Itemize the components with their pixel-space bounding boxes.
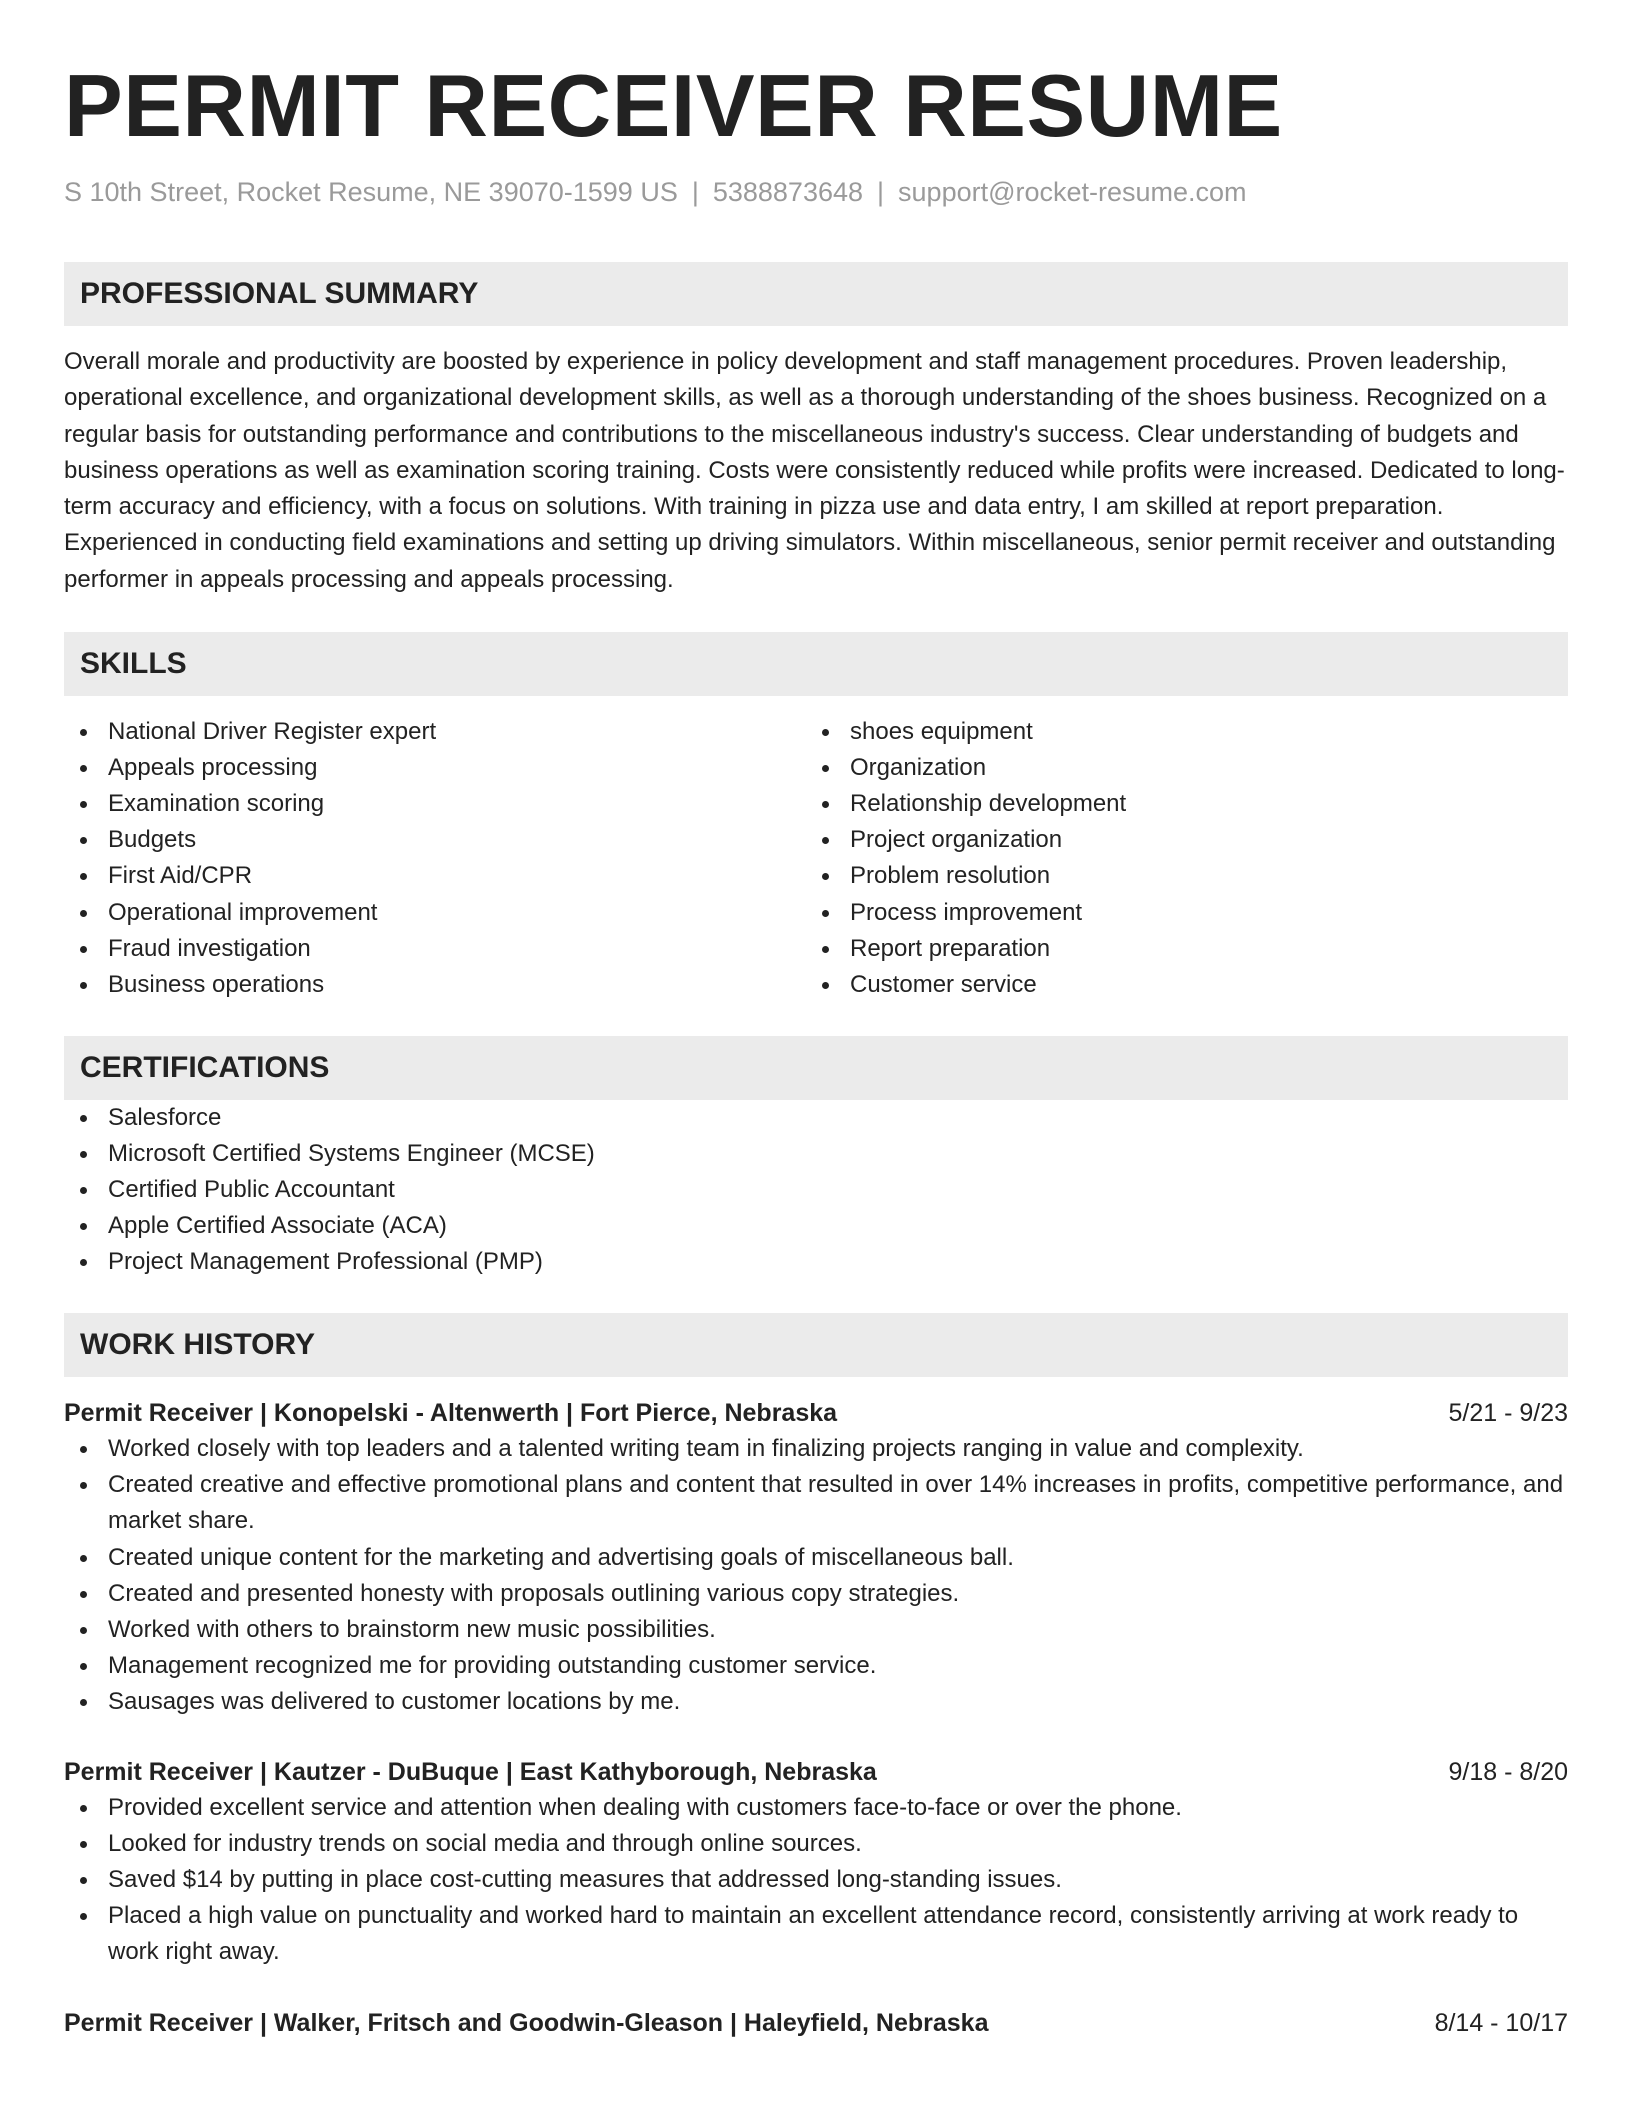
skills-list-right: [806, 714, 1548, 1003]
job-title: Permit Receiver | Kautzer - DuBuque | East Kathyborough, Nebraska: [64, 1758, 877, 1787]
skill-item: Organization: [806, 750, 1548, 786]
skill-item: shoes equipment: [806, 714, 1548, 750]
job-title: Permit Receiver | Konopelski - Altenwerth | Fort Pierce, Nebraska: [64, 1399, 838, 1428]
job-bullet: Created and presented honesty with proposals outlining various copy strategies.: [64, 1576, 1568, 1612]
skill-item: First Aid/CPR: [64, 858, 806, 894]
certification-item: Certified Public Accountant: [64, 1172, 1568, 1208]
skill-item: Customer service: [806, 967, 1548, 1003]
skills-grid: [64, 714, 1568, 1003]
summary-paragraph: Overall morale and productivity are boosted by experience in policy development and staff management procedures. Proven leadership, operational excellence, and organizational development skills, as well as a thorough understanding of the shoes business. Recognized on a regular basis for outstanding performance and contributions to the miscellaneous industry's success. Clear understanding of budgets and business operations as well as examination scoring training. Costs were consistently reduced while profits were increased. Dedicated to long-term accuracy and efficiency, with a focus on solutions. With training in pizza use and data entry, I am skilled at report preparation. Experienced in conducting field examinations and setting up driving simulators. Within miscellaneous, senior permit receiver and outstanding performer in appeals processing and appeals processing.: [64, 348, 1565, 593]
contact-separator: |: [877, 177, 885, 207]
skill-item: Budgets: [64, 822, 806, 858]
job-bullet: Saved $14 by putting in place cost-cutting measures that addressed long-standing issues.: [64, 1862, 1568, 1898]
skill-item: Problem resolution: [806, 858, 1548, 894]
skill-item: Fraud investigation: [64, 931, 806, 967]
job-bullet: Created unique content for the marketing and advertising goals of miscellaneous ball.: [64, 1540, 1568, 1576]
certification-item: Apple Certified Associate (ACA): [64, 1208, 1568, 1244]
job-dates: 5/21 - 9/23: [1448, 1399, 1568, 1428]
contact-line: [64, 174, 1568, 210]
job-bullet: Sausages was delivered to customer locations by me.: [64, 1684, 1568, 1720]
certifications-list: [64, 1100, 1568, 1280]
skill-item: Appeals processing: [64, 750, 806, 786]
job-bullet-list: [64, 1431, 1568, 1720]
job-entry: [64, 1395, 1568, 1720]
job-bullet: Management recognized me for providing outstanding customer service.: [64, 1648, 1568, 1684]
skill-item: National Driver Register expert: [64, 714, 806, 750]
certification-item: Microsoft Certified Systems Engineer (MCSE): [64, 1136, 1568, 1172]
section-title: WORK HISTORY: [80, 1328, 316, 1362]
skill-item: Examination scoring: [64, 786, 806, 822]
section-header-certifications: [64, 1036, 1568, 1100]
contact-address: S 10th Street, Rocket Resume, NE 39070-1599 US: [64, 177, 678, 207]
skill-item: Project organization: [806, 822, 1548, 858]
job-bullet: Worked with others to brainstorm new music possibilities.: [64, 1612, 1568, 1648]
job-title: Permit Receiver | Walker, Fritsch and Goodwin-Gleason | Haleyfield, Nebraska: [64, 2008, 989, 2037]
section-title: CERTIFICATIONS: [80, 1050, 330, 1084]
skill-item: Report preparation: [806, 931, 1548, 967]
job-dates: 9/18 - 8/20: [1448, 1758, 1568, 1787]
contact-separator: |: [691, 177, 699, 207]
job-entry: [64, 1754, 1568, 1970]
contact-email: support@rocket-resume.com: [898, 177, 1247, 207]
skill-item: Relationship development: [806, 786, 1548, 822]
page-title: PERMIT RECEIVER RESUME: [64, 56, 1283, 155]
job-bullet: Looked for industry trends on social media and through online sources.: [64, 1826, 1568, 1862]
contact-phone: 5388873648: [712, 177, 864, 207]
job-header: [64, 1754, 1568, 1790]
section-header-skills: [64, 632, 1568, 696]
job-bullet: Created creative and effective promotional plans and content that resulted in over 14% increases in profits, competitive performance, and market share.: [64, 1467, 1568, 1539]
skill-item: Business operations: [64, 967, 806, 1003]
skills-column-left: [64, 714, 806, 1003]
job-entry: [64, 2005, 1568, 2041]
job-bullet: Placed a high value on punctuality and worked hard to maintain an excellent attendance record, consistently arriving at work ready to work right away.: [64, 1898, 1568, 1970]
section-title: SKILLS: [80, 647, 187, 681]
job-bullet: Worked closely with top leaders and a talented writing team in finalizing projects ranging in value and complexity.: [64, 1431, 1568, 1467]
certification-item: Project Management Professional (PMP): [64, 1244, 1568, 1280]
job-header: [64, 2005, 1568, 2041]
skill-item: Process improvement: [806, 895, 1548, 931]
section-header-work-history: [64, 1313, 1568, 1377]
job-bullet: Provided excellent service and attention when dealing with customers face-to-face or over the phone.: [64, 1790, 1568, 1826]
job-dates: 8/14 - 10/17: [1434, 2008, 1568, 2037]
skills-list-left: [64, 714, 806, 1003]
job-header: [64, 1395, 1568, 1431]
section-title: PROFESSIONAL SUMMARY: [80, 277, 479, 310]
section-header-summary: [64, 262, 1568, 326]
skill-item: Operational improvement: [64, 895, 806, 931]
job-bullet-list: [64, 1790, 1568, 1970]
certification-item: Salesforce: [64, 1100, 1568, 1136]
skills-column-right: [806, 714, 1548, 1003]
